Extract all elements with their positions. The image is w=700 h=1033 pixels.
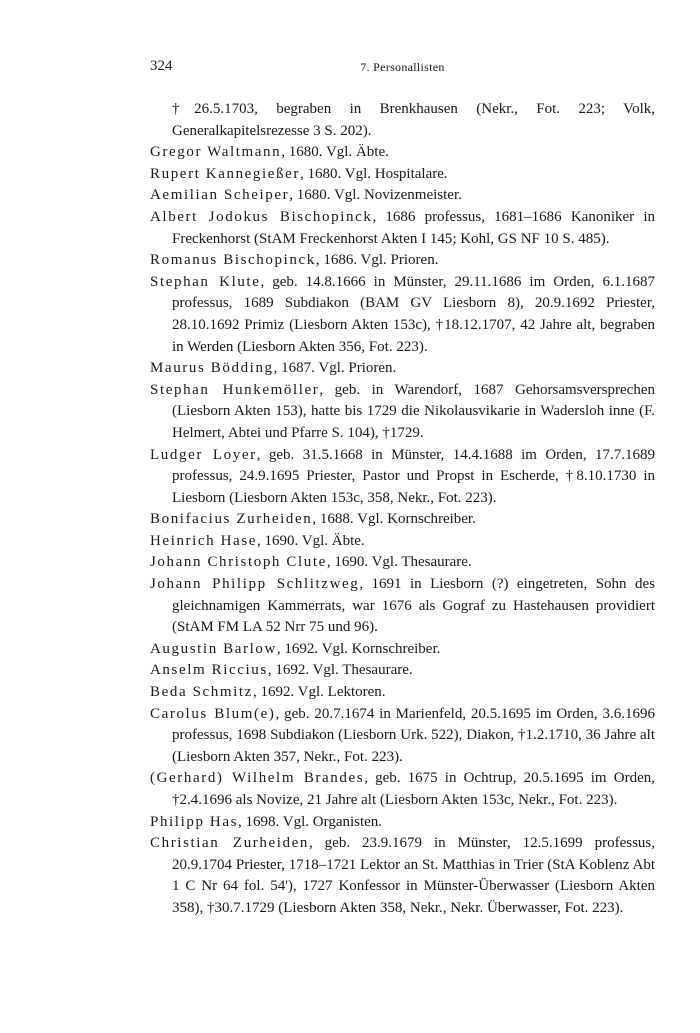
entry-text: , geb. in Warendorf, 1687 Gehorsamsversprechen (Liesborn Akten 153), hatte bis 1729 die Nikolausvikarie in Wadersloh inne (F. Helmert, Abtei und Pfarre S. 104), †1729. [172,381,655,441]
list-entry [150,380,655,445]
entry-text: , geb. 14.8.1666 in Münster, 29.11.1686 im Orden, 6.1.1687 professus, 1689 Subdiakon (BAM GV Liesborn 8), 20.9.1692 Priester, 28.10.1692 Primiz (Liesborn Akten 153c), †18.12.1707, 42 Jahre alt, begraben in Werden (Liesborn Akten 356, Fot. 223). [172,273,656,355]
entry-name: Gregor Waltmann [150,144,282,161]
entry-name: Johann Christoph Clute [150,554,327,571]
list-entry [150,164,655,186]
entry-text: , 1690. Vgl. Äbte. [257,532,365,549]
list-entry [150,207,655,250]
personnel-list [150,99,655,920]
entry-text: †26.5.1703, begraben in Brenkhausen (Nekr., Fot. 223; Volk, Generalkapitelsrezesse 3 S. 202). [172,101,655,139]
entry-name: Heinrich Hase [150,532,258,549]
entry-text: , 1680. Vgl. Äbte. [281,144,389,161]
entry-name: Christian Zurheiden [150,835,309,852]
entry-text: , geb. 20.7.1674 in Marienfeld, 20.5.1695 im Orden, 3.6.1696 professus, 1698 Subdiakon (Liesborn Urk. 522), Diakon, †1.2.1710, 36 Jahre alt (Liesborn Akten 357, Nekr., Fot. 223). [172,705,656,765]
list-entry [150,574,655,639]
entry-text: , geb. 23.9.1679 in Münster, 12.5.1699 professus, 20.9.1704 Priester, 1718–1721 Lektor an St. Matthias in Trier (StA Koblenz Abt 1 C Nr 64 fol. 54'), 1727 Konfessor in Münster-Überwasser (Liesborn Akten 358), †30.7.1729 (Liesborn Akten 358, Nekr., Nekr. Überwasser, Fot. 223). [172,835,655,916]
entry-text: , 1692. Vgl. Thesaurare. [267,662,413,679]
entry-name: Stephan Hunkemöller [150,381,320,398]
list-entry [150,358,655,380]
entry-text: , 1690. Vgl. Thesaurare. [326,554,472,571]
list-entry [150,142,655,164]
list-entry [150,768,655,811]
entry-name: Philipp Has [150,813,239,830]
list-entry [150,682,655,704]
page-number: 324 [150,58,173,74]
list-entry [150,812,655,834]
list-entry [150,704,655,769]
entry-name: Augustin Barlow [150,640,277,657]
entry-name: Ludger Loyer [150,446,257,463]
entry-text: , 1692. Vgl. Kornschreiber. [276,640,441,657]
entry-name: Albert Jodokus Bischopinck [150,208,373,225]
entry-name: Stephan Klute [150,273,261,290]
entry-text: , 1692. Vgl. Lektoren. [252,684,386,701]
entry-text: , geb. 1675 in Ochtrup, 20.5.1695 im Orden, †2.4.1696 als Novize, 21 Jahre alt (Liesborn Akten 153c, Nekr., Fot. 223). [172,770,655,808]
entry-text: , 1688. Vgl. Kornschreiber. [312,511,476,528]
entry-name: Rupert Kannegießer [150,165,301,182]
list-entry [150,509,655,531]
entry-text: , 1687. Vgl. Prioren. [273,360,397,377]
list-entry [150,99,655,142]
list-entry [150,531,655,553]
entry-name: Anselm Riccius [150,662,268,679]
running-head: 7. Personallisten [360,60,445,74]
list-entry [150,552,655,574]
entry-text: , 1680. Vgl. Hospitalare. [300,165,448,182]
list-entry [150,445,655,510]
list-entry [150,660,655,682]
entry-text: , 1680. Vgl. Novizenmeister. [289,187,462,204]
list-entry [150,272,655,358]
entry-name: Romanus Bischopinck [150,252,316,269]
entry-text: , 1698. Vgl. Organisten. [238,813,383,830]
entry-name: Johann Philipp Schlitzweg [150,576,360,593]
entry-text: , geb. 31.5.1668 in Münster, 14.4.1688 im Orden, 17.7.1689 professus, 24.9.1695 Priester, Pastor und Propst in Escherde, †8.10.1730 in Liesborn (Liesborn Akten 153c, 358, Nekr., Fot. 223). [172,446,655,506]
entry-name: Carolus Blum(e) [150,705,276,722]
page-header [150,58,655,80]
entry-text: , 1691 in Liesborn (?) eingetreten, Sohn des gleichnamigen Kammerrats, war 1676 als Gograf zu Hastehausen providiert (StAM FM LA 52 Nrr 75 und 96). [172,576,655,636]
list-entry [150,250,655,272]
entry-name: Aemilian Scheiper [150,187,290,204]
list-entry [150,185,655,207]
list-entry [150,639,655,661]
entry-name: (Gerhard) Wilhelm Brandes [150,770,365,787]
entry-text: , 1686. Vgl. Prioren. [315,252,439,269]
entry-text: , 1686 professus, 1681–1686 Kanoniker in Freckenhorst (StAM Freckenhorst Akten I 145; Kohl, GS NF 10 S. 485). [172,208,655,247]
entry-name: Bonifacius Zurheiden [150,511,313,528]
list-entry [150,833,655,919]
entry-name: Beda Schmitz [150,684,253,701]
entry-name: Maurus Bödding [150,360,274,377]
